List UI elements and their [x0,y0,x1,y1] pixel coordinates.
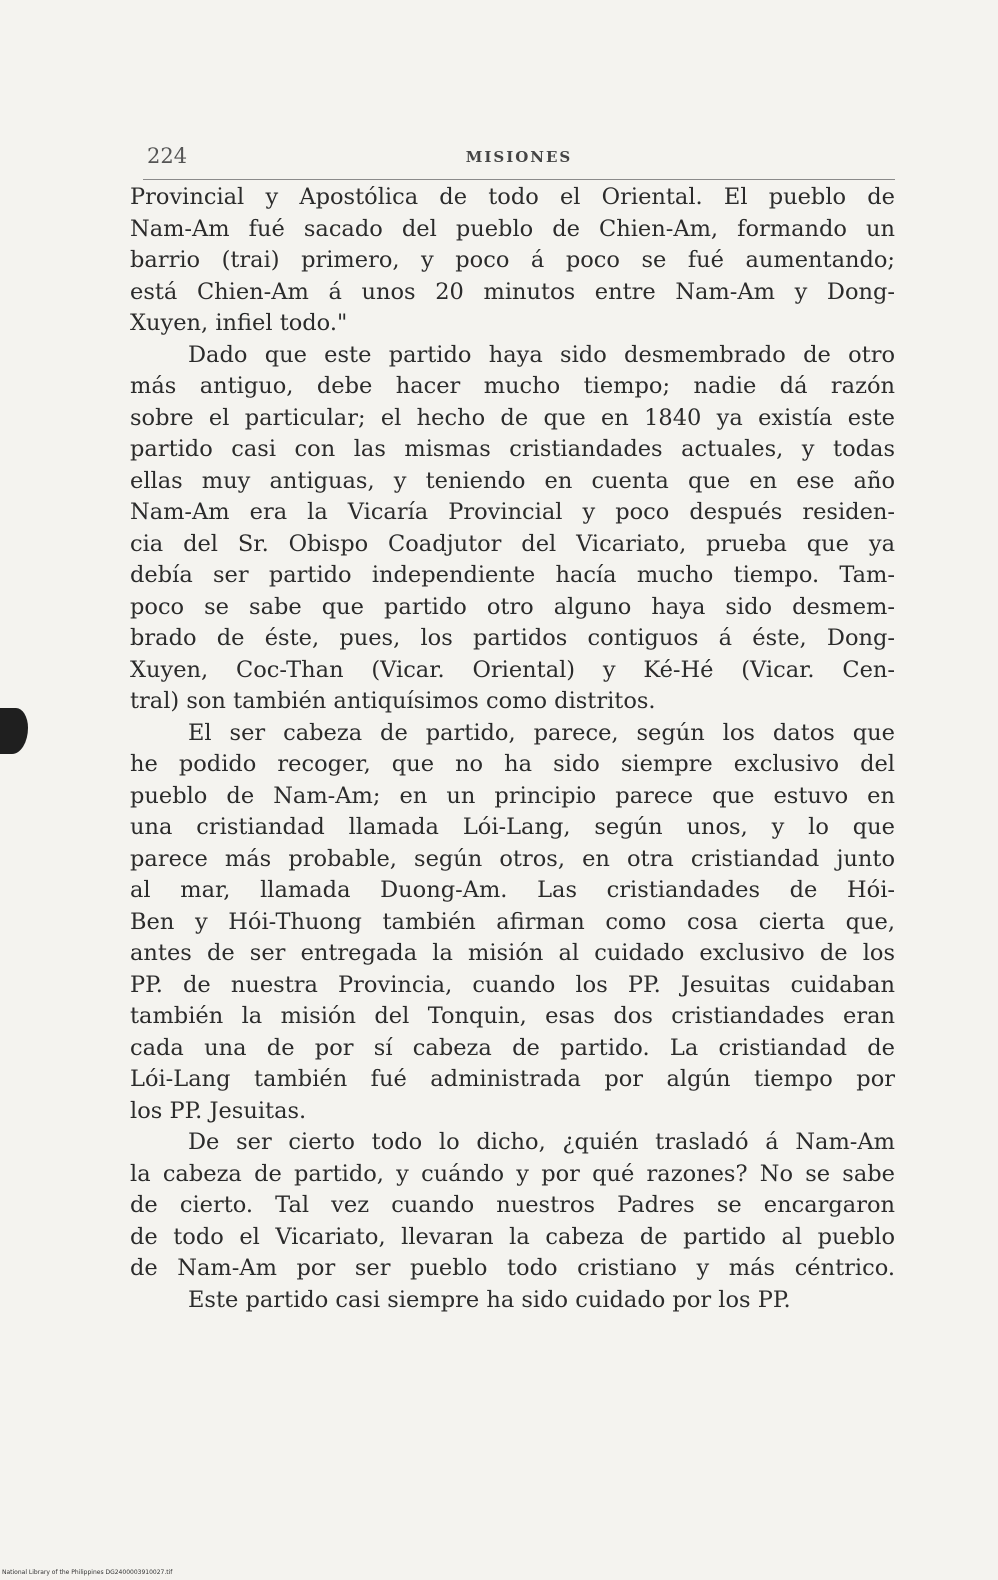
text-line: Este partido casi siempre ha sido cuidado por los PP. [188,1286,791,1313]
text-line: Xuyen, infiel todo." [130,310,348,336]
text-line: PP. de nuestra Provincia, cuando los PP. Jesuitas cuidaban [130,971,895,998]
text-line: Ben y Hói-Thuong también afirman como cosa cierta que, [130,908,895,935]
text-line: antes de ser entregada la misión al cuidado exclusivo de los [130,940,895,966]
text-line: al mar, llamada Duong-Am. Las cristiandades de Hói- [130,877,895,903]
text-line: he podido recoger, que no ha sido siempre exclusivo del [130,751,895,777]
page-header [143,144,895,184]
text-line: de cierto. Tal vez cuando nuestros Padres se encargaron [130,1192,895,1218]
text-line: cada una de por sí cabeza de partido. La cristiandad de [130,1034,895,1061]
text-line: de Nam-Am por ser pueblo todo cristiano y más céntrico. [130,1255,895,1281]
text-line: ellas muy antiguas, y teniendo en cuenta que en ese año [130,467,895,494]
running-title: MISIONES [465,148,573,166]
text-line: también la misión del Tonquin, esas dos cristiandades eran [130,1003,895,1029]
text-line: barrio (trai) primero, y poco á poco se fué aumentando; [130,247,895,273]
text-line: una cristiandad llamada Lói-Lang, según unos, y lo que [130,814,895,840]
text-line: Lói-Lang también fué administrada por algún tiempo por [130,1066,895,1092]
text-line: De ser cierto todo lo dicho, ¿quién trasladó á Nam-Am [188,1129,895,1155]
scan-credit: National Library of the Philippines DG2400003910027.tif [2,1569,173,1576]
text-line: pueblo de Nam-Am; en un principio parece que estuvo en [130,782,895,809]
text-line: poco se sabe que partido otro alguno haya sido desmem- [130,593,895,620]
page-number: 224 [147,144,188,168]
text-line: parece más probable, según otros, en otra cristiandad junto [130,845,895,872]
text-line: Dado que este partido haya sido desmembrado de otro [188,341,895,368]
margin-blot [0,708,28,754]
text-line: Provincial y Apostólica de todo el Oriental. El pueblo de [130,184,895,210]
text-line: la cabeza de partido, y cuándo y por qué razones? No se sabe [130,1160,895,1187]
text-line: de todo el Vicariato, llevaran la cabeza de partido al pueblo [130,1223,895,1250]
text-line: El ser cabeza de partido, parece, según los datos que [188,719,895,746]
header-rule [143,179,895,180]
text-line: debía ser partido independiente hacía mucho tiempo. Tam- [130,562,895,588]
text-line: Nam-Am era la Vicaría Provincial y poco después residen- [130,499,895,525]
text-line: los PP. Jesuitas. [130,1097,307,1124]
text-line: Xuyen, Coc-Than (Vicar. Oriental) y Ké-Hé (Vicar. Cen- [130,656,895,683]
text-line: brado de éste, pues, los partidos contiguos á éste, Dong- [130,625,895,651]
text-line: más antiguo, debe hacer mucho tiempo; nadie dá razón [130,373,895,399]
text-line: está Chien-Am á unos 20 minutos entre Nam-Am y Dong- [130,278,895,305]
text-line: partido casi con las mismas cristiandades actuales, y todas [130,436,895,462]
text-line: Nam-Am fué sacado del pueblo de Chien-Am, formando un [130,215,895,242]
text-line: sobre el particular; el hecho de que en 1840 ya existía este [130,404,895,431]
page-text [130,182,895,1316]
text-line: tral) son también antiquísimos como distritos. [130,688,656,714]
text-line: cia del Sr. Obispo Coadjutor del Vicariato, prueba que ya [130,530,895,557]
